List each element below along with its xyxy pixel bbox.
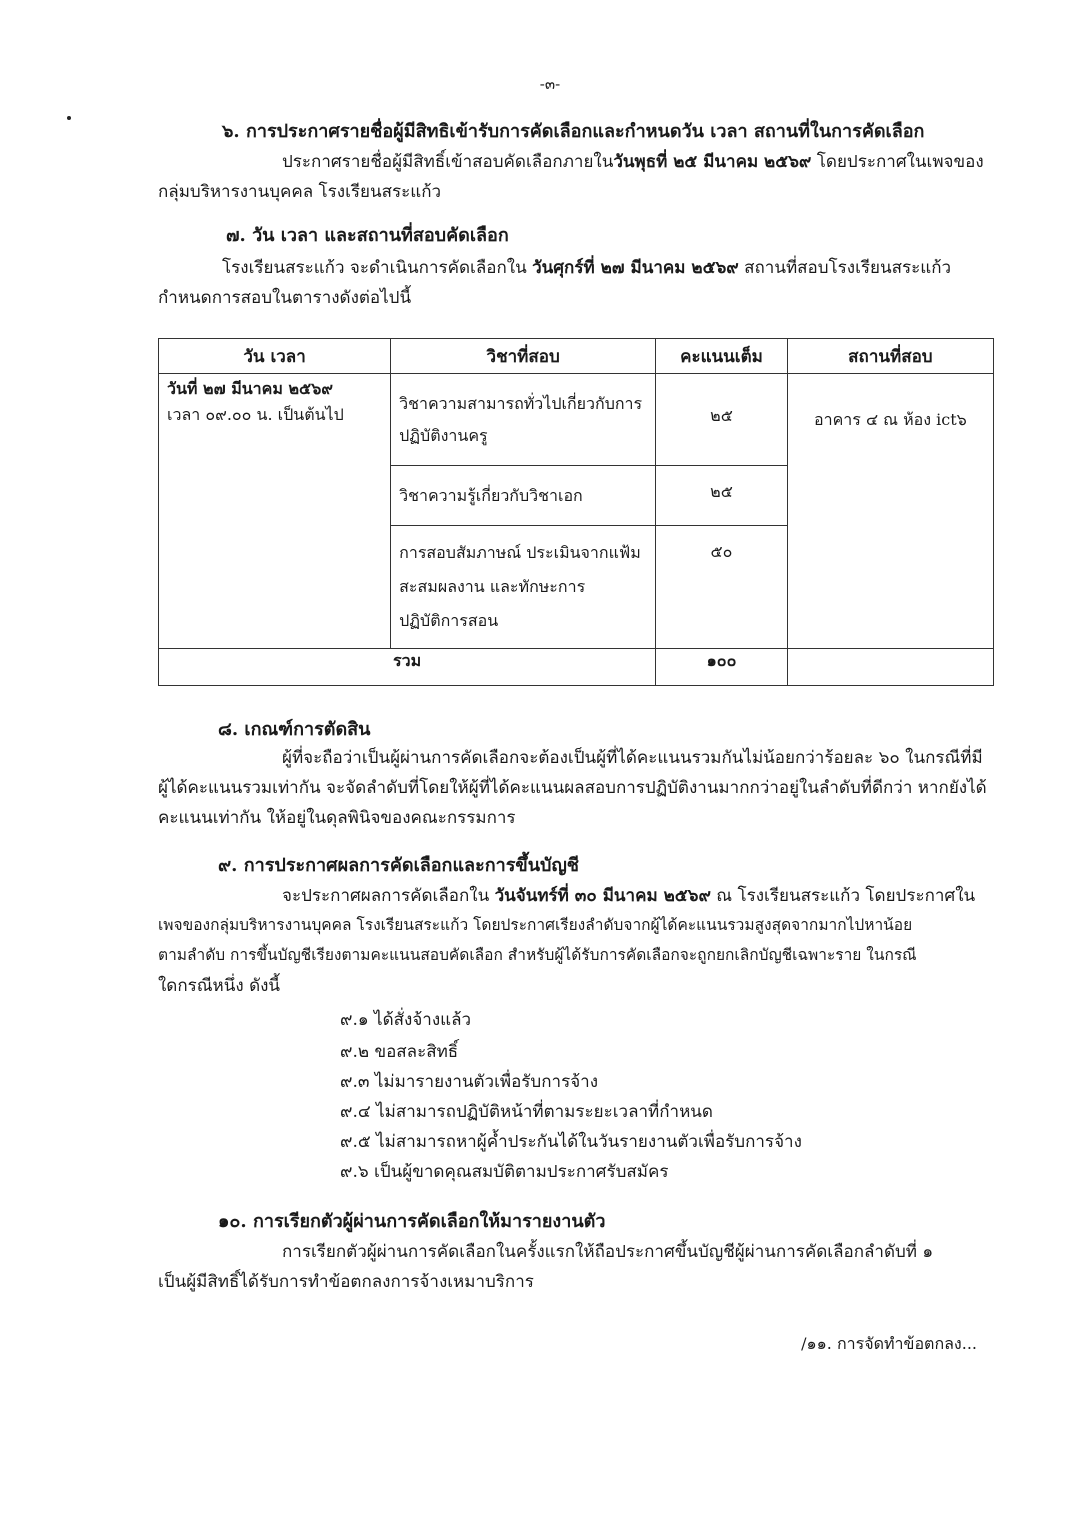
subject-line: ปฏิบัติการสอน bbox=[399, 611, 499, 630]
section-9-line2: เพจของกลุ่มบริหารงานบุคคล โรงเรียนสระแก้ว โดยประกาศเรียงลำดับจากผู้ได้คะแนนรวมสูงสุดจากมากไปหาน้อย bbox=[158, 916, 913, 934]
section-9-line3: ตามลำดับ การขึ้นบัญชีเรียงตามคะแนนสอบคัดเลือก สำหรับผู้ได้รับการคัดเลือกจะถูกยกเลิกบัญชีเฉพาะราย ในกรณี bbox=[158, 946, 917, 964]
subject-line: วิชาความรู้เกี่ยวกับวิชาเอก bbox=[399, 486, 583, 505]
header-score: คะแนนเต็ม bbox=[656, 339, 788, 374]
header-date: วัน เวลา bbox=[159, 339, 391, 374]
section-9-text-a: จะประกาศผลการคัดเลือกใน bbox=[282, 886, 495, 906]
table-row bbox=[159, 374, 994, 466]
location-cell bbox=[787, 374, 993, 649]
section-10-line1: การเรียกตัวผู้ผ่านการคัดเลือกในครั้งแรกให้ถือประกาศขึ้นบัญชีผู้ผ่านการคัดเลือกลำดับที่ ๑ bbox=[282, 1242, 934, 1262]
subject-line: ปฏิบัติงานครู bbox=[399, 426, 488, 445]
section-6-heading: ๖. การประกาศรายชื่อผู้มีสิทธิเข้ารับการคัดเลือกและกำหนดวัน เวลา สถานที่ในการคัดเลือก bbox=[222, 121, 925, 142]
total-label: รวม bbox=[159, 649, 656, 686]
section-7-date: วันศุกร์ที่ ๒๗ มีนาคม ๒๕๖๙ bbox=[532, 258, 739, 278]
header-location: สถานที่สอบ bbox=[787, 339, 993, 374]
section-6-line2: กลุ่มบริหารงานบุคคล โรงเรียนสระแก้ว bbox=[158, 182, 442, 202]
list-item: ๙.๕ ไม่สามารถหาผู้ค้ำประกันได้ในวันรายงานตัวเพื่อรับการจ้าง bbox=[340, 1132, 802, 1152]
continuation-footer: /๑๑. การจัดทำข้อตกลง... bbox=[801, 1334, 977, 1353]
section-7-line2: กำหนดการสอบในตารางดังต่อไปนี้ bbox=[158, 288, 412, 308]
list-item: ๙.๖ เป็นผู้ขาดคุณสมบัติตามประกาศรับสมัคร bbox=[340, 1162, 669, 1182]
section-9-text-b: ณ โรงเรียนสระแก้ว โดยประกาศใน bbox=[710, 886, 976, 906]
score-cell bbox=[656, 466, 788, 526]
section-7-text bbox=[222, 254, 951, 281]
section-7-text-a: โรงเรียนสระแก้ว จะดำเนินการคัดเลือกใน bbox=[222, 258, 533, 278]
list-item: ๙.๔ ไม่สามารถปฏิบัติหน้าที่ตามระยะเวลาที่กำหนด bbox=[340, 1102, 713, 1122]
section-8-heading: ๘. เกณฑ์การตัดสิน bbox=[218, 719, 371, 740]
section-6-text-b: โดยประกาศในเพจของ bbox=[811, 152, 984, 172]
section-6-text-a: ประกาศรายชื่อผู้มีสิทธิ์เข้าสอบคัดเลือกภายใน bbox=[282, 152, 614, 172]
section-6-date: วันพุธที่ ๒๕ มีนาคม ๒๕๖๙ bbox=[613, 152, 812, 172]
section-10-heading: ๑๐. การเรียกตัวผู้ผ่านการคัดเลือกให้มารายงานตัว bbox=[218, 1211, 606, 1232]
subject-line: สะสมผลงาน และทักษะการ bbox=[399, 577, 586, 596]
table-header-row bbox=[159, 339, 994, 374]
exam-schedule-table bbox=[158, 338, 994, 686]
section-8-line2: ผู้ได้คะแนนรวมเท่ากัน จะจัดลำดับที่โดยให้ผู้ที่ได้คะแนนผลสอบการปฏิบัติงานมากกว่าอยู่ในลำดับที่ดีกว่า หากยังได้ bbox=[158, 778, 987, 798]
exam-location: อาคาร ๔ ณ ห้อง ict๖ bbox=[813, 410, 967, 429]
page-number: -๓- bbox=[539, 75, 561, 93]
section-7-heading: ๗. วัน เวลา และสถานที่สอบคัดเลือก bbox=[226, 225, 509, 246]
subject-line: วิชาความสามารถทั่วไปเกี่ยวกับการ bbox=[399, 394, 643, 413]
subject-line: การสอบสัมภาษณ์ ประเมินจากแฟ้ม bbox=[399, 543, 641, 562]
subject-cell bbox=[391, 466, 656, 526]
section-9-text bbox=[282, 882, 975, 909]
total-score: ๑๐๐ bbox=[656, 649, 788, 686]
list-item: ๙.๑ ได้สั่งจ้างแล้ว bbox=[340, 1010, 472, 1030]
score-value: ๕๐ bbox=[710, 542, 733, 561]
header-subject: วิชาที่สอบ bbox=[391, 339, 656, 374]
section-8-line3: คะแนนเท่ากัน ให้อยู่ในดุลพินิจของคณะกรรมการ bbox=[158, 808, 516, 828]
score-value: ๒๕ bbox=[710, 482, 733, 501]
score-cell bbox=[656, 374, 788, 466]
score-value: ๒๕ bbox=[710, 406, 733, 425]
total-row bbox=[159, 649, 994, 686]
score-cell bbox=[656, 526, 788, 649]
total-empty bbox=[787, 649, 993, 686]
exam-date: วันที่ ๒๗ มีนาคม ๒๕๖๙ bbox=[167, 379, 334, 398]
subject-cell bbox=[391, 374, 656, 466]
section-9-date: วันจันทร์ที่ ๓๐ มีนาคม ๒๕๖๙ bbox=[494, 886, 711, 906]
section-9-line4: ใดกรณีหนึ่ง ดังนี้ bbox=[158, 976, 281, 996]
date-cell bbox=[159, 374, 391, 649]
subject-cell bbox=[391, 526, 656, 649]
section-10-line2: เป็นผู้มีสิทธิ์ได้รับการทำข้อตกลงการจ้างเหมาบริการ bbox=[158, 1272, 534, 1292]
exam-time: เวลา ๐๙.๐๐ น. เป็นต้นไป bbox=[167, 405, 344, 424]
list-item: ๙.๒ ขอสละสิทธิ์ bbox=[340, 1042, 459, 1062]
section-8-line1: ผู้ที่จะถือว่าเป็นผู้ผ่านการคัดเลือกจะต้องเป็นผู้ที่ได้คะแนนรวมกันไม่น้อยกว่าร้อยละ ๖๐ ในกรณีที่มี bbox=[282, 748, 983, 768]
scan-dot bbox=[67, 116, 71, 120]
section-6-text bbox=[282, 148, 984, 175]
section-7-text-b: สถานที่สอบโรงเรียนสระแก้ว bbox=[738, 258, 952, 278]
section-9-heading: ๙. การประกาศผลการคัดเลือกและการขึ้นบัญชี bbox=[218, 855, 580, 876]
list-item: ๙.๓ ไม่มารายงานตัวเพื่อรับการจ้าง bbox=[340, 1072, 599, 1092]
